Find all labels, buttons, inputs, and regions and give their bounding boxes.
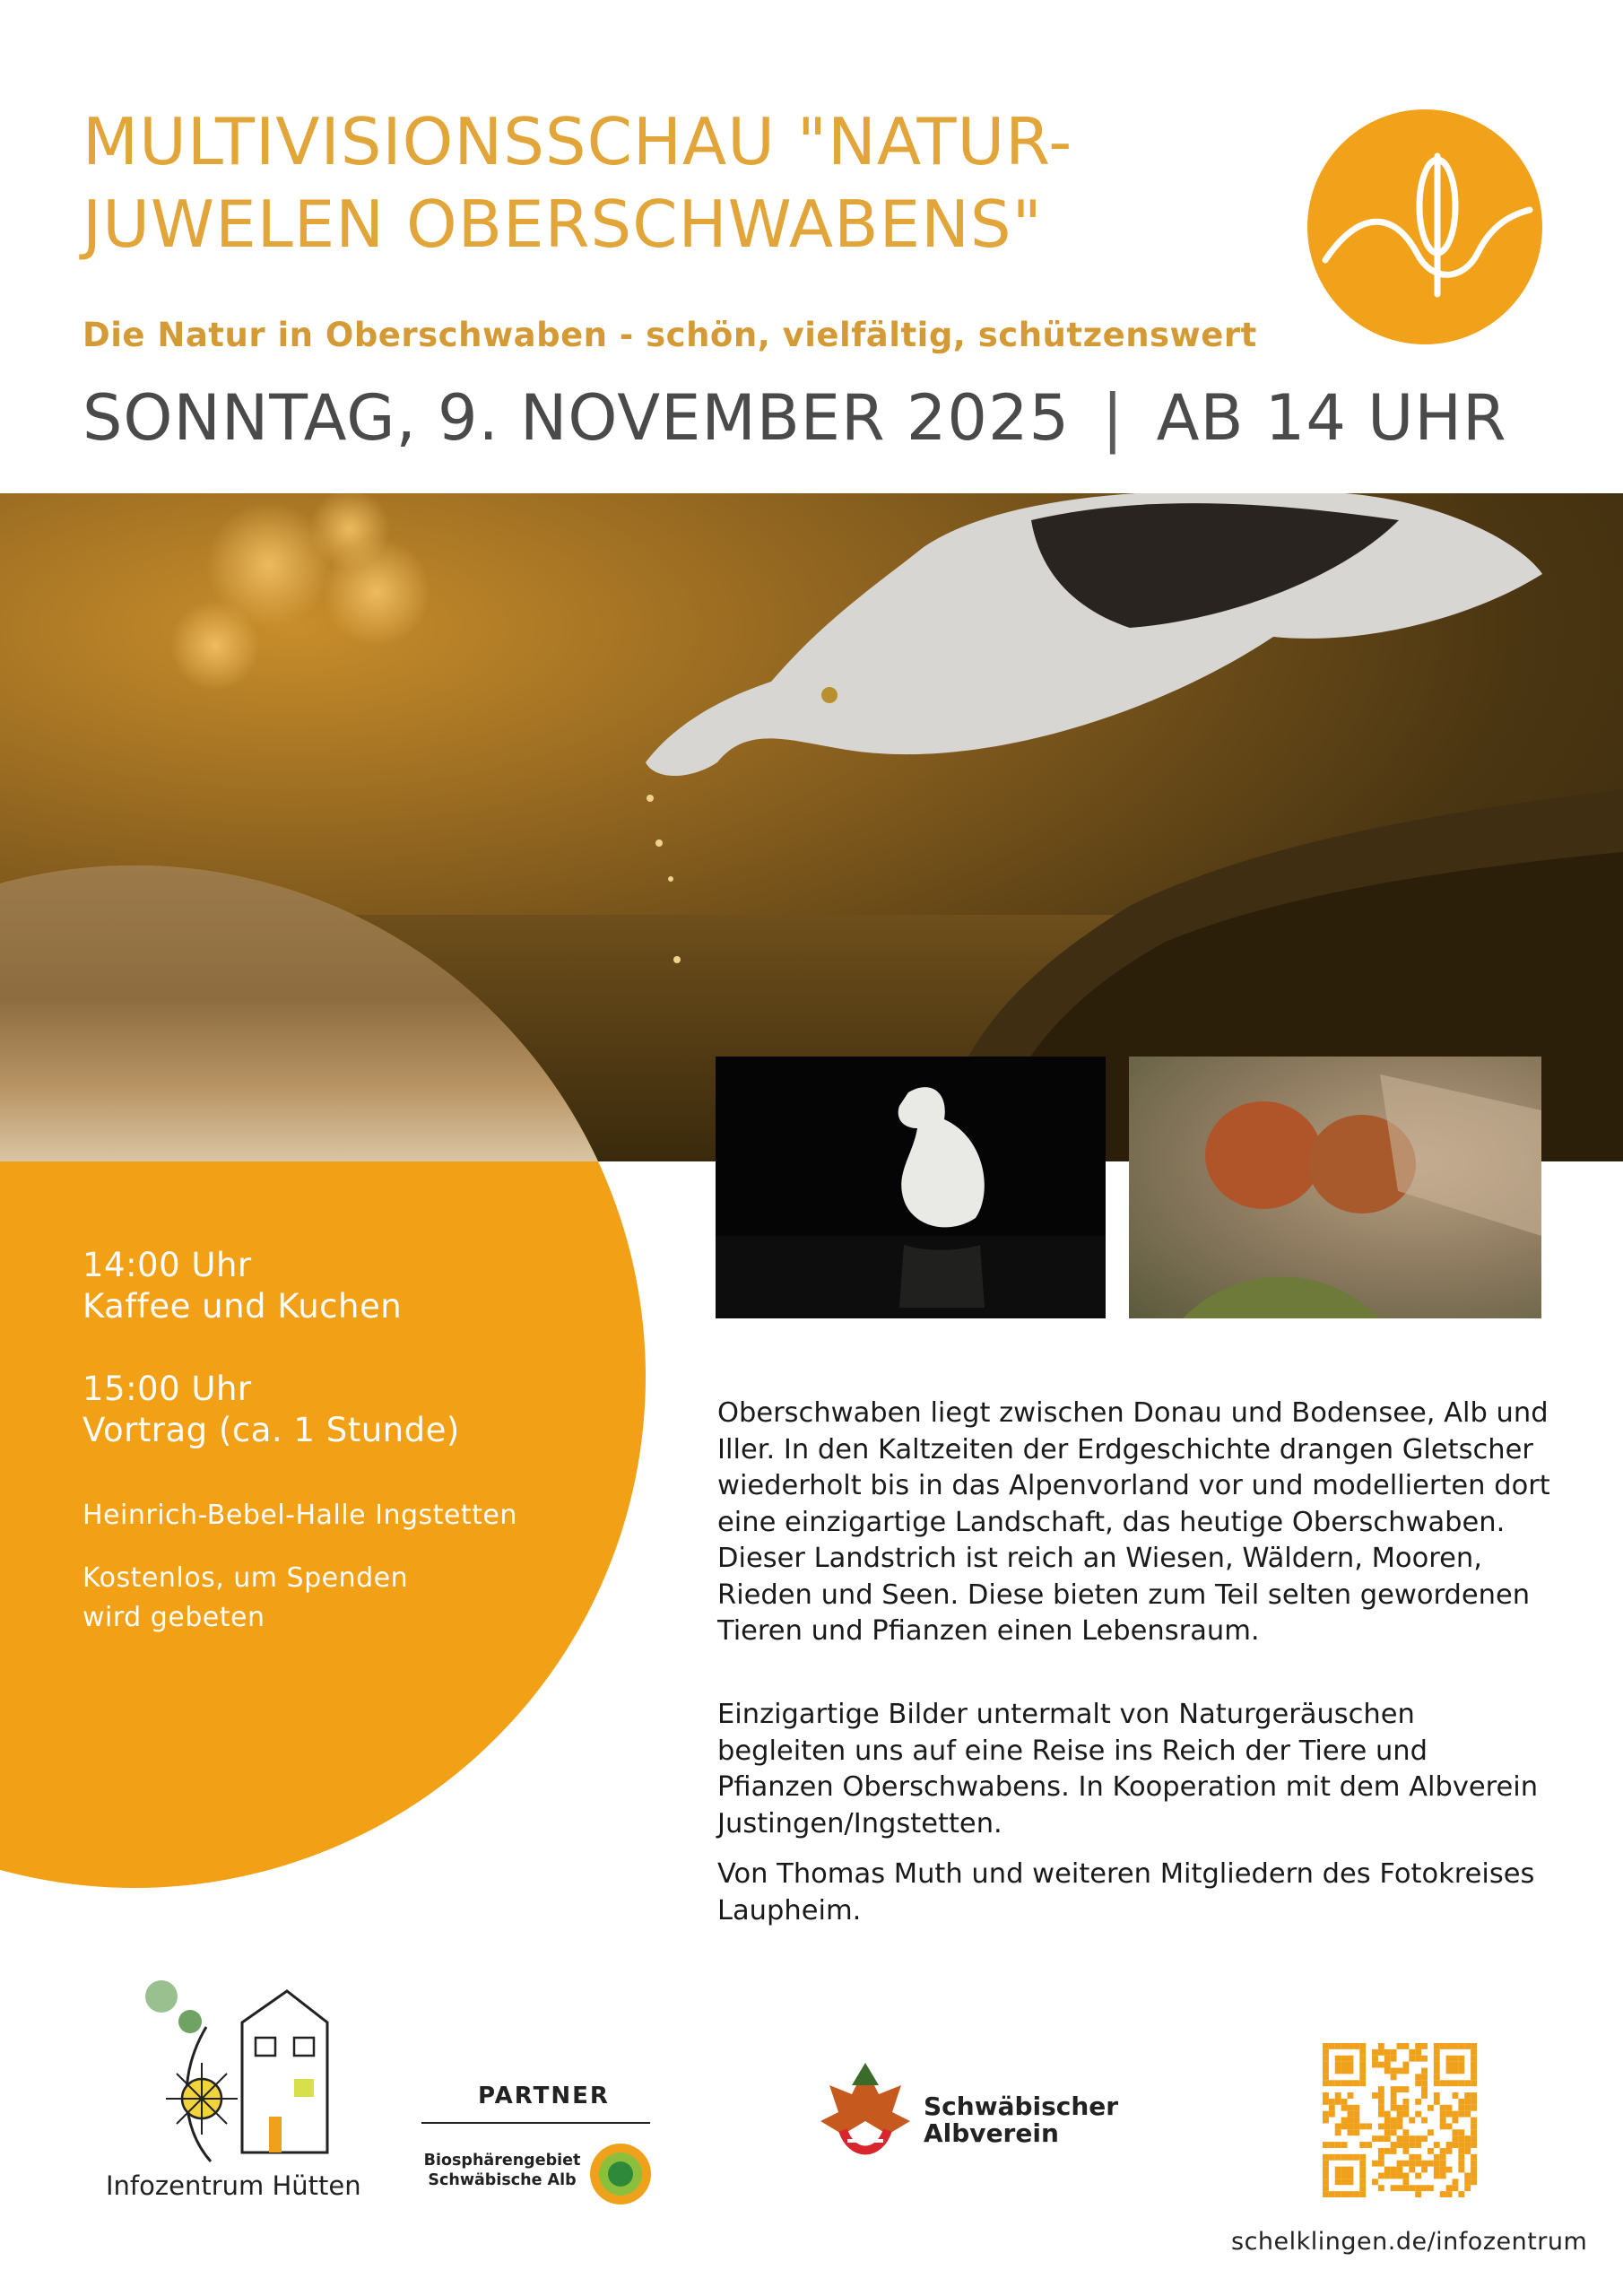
biosphere-line2: Schwäbische Alb (428, 2171, 577, 2189)
biosphere-label (421, 2151, 583, 2190)
schedule-item-2 (82, 1369, 460, 1451)
event-dateline (82, 381, 1507, 455)
event-title-line2: JUWELEN OBERSCHWABENS" (82, 187, 1043, 262)
schedule-label: Kaffee und Kuchen (82, 1287, 403, 1326)
website-link[interactable]: schelklingen.de/infozentrum (1231, 2228, 1588, 2256)
event-subtitle: Die Natur in Oberschwaben - schön, vielfältig, schützenswert (82, 316, 1257, 354)
event-title (82, 100, 1275, 265)
admission-line2: wird gebeten (82, 1602, 265, 1633)
admission-line1: Kostenlos, um Spenden (82, 1562, 409, 1594)
reed-wave-icon (1307, 109, 1542, 344)
schedule-label: Vortrag (ca. 1 Stunde) (82, 1411, 460, 1449)
venue: Heinrich-Bebel-Halle Ingstetten (82, 1500, 517, 1531)
albverein-logo-icon (816, 2058, 915, 2166)
albverein-label (924, 2093, 1118, 2147)
dragonfly-photo (1129, 1057, 1541, 1318)
schedule-item-1 (82, 1245, 402, 1327)
body-paragraph-1 (717, 1396, 1551, 1650)
body-paragraph-1-text: Oberschwaben liegt zwischen Donau und Bodensee, Alb und Iller. In den Kaltzeiten der Erdgeschichte drangen Gletscher wiederholt bis in das Alpenvorland vor und modellierten dort eine einzigartige Landschaft, das heutige Oberschwaben. Dieser Landstrich ist reich an Wiesen, Wäldern, Mooren, Rieden und Seen. Diese bieten zum Teil selten gewordenen Tieren und Pfianzen einen Lebensraum. (717, 1397, 1550, 1647)
egret-photo (716, 1057, 1106, 1318)
body-paragraph-3 (717, 1857, 1551, 1929)
event-time: AB 14 UHR (1156, 381, 1507, 455)
event-title-line1: MULTIVISIONSSCHAU "NATUR- (82, 104, 1073, 179)
event-date: SONNTAG, 9. NOVEMBER 2025 (82, 381, 1071, 455)
infozentrum-huetten-logo (135, 1973, 341, 2170)
dateline-separator: | (1102, 381, 1124, 455)
biosphere-logo-icon (590, 2144, 651, 2205)
body-paragraph-2-text: Einzigartige Bilder untermalt von Naturgeräuschen begleiten uns auf eine Reise ins Reich der Tiere und Pfianzen Oberschwabens. In Kooperation mit dem Albverein Justingen/Ingstetten. (717, 1699, 1539, 1839)
biosphere-line1: Biosphärengebiet (423, 2152, 581, 2170)
info-disc-photo-cap (0, 865, 646, 1161)
albverein-line1: Schwäbischer (924, 2092, 1119, 2121)
body-paragraph-2 (717, 1697, 1551, 1842)
schedule-time: 14:00 Uhr (82, 1246, 252, 1284)
partner-label: PARTNER (478, 2083, 610, 2109)
partner-divider (421, 2122, 650, 2124)
schedule-time: 15:00 Uhr (82, 1370, 252, 1408)
body-paragraph-3-text: Von Thomas Muth und weiteren Mitgliedern des Fotokreises Laupheim. (717, 1858, 1535, 1926)
admission (82, 1559, 408, 1638)
albverein-line2: Albverein (924, 2118, 1059, 2148)
qr-code-icon[interactable] (1323, 2043, 1477, 2197)
infozentrum-huetten-label: Infozentrum Hütten (106, 2170, 361, 2201)
